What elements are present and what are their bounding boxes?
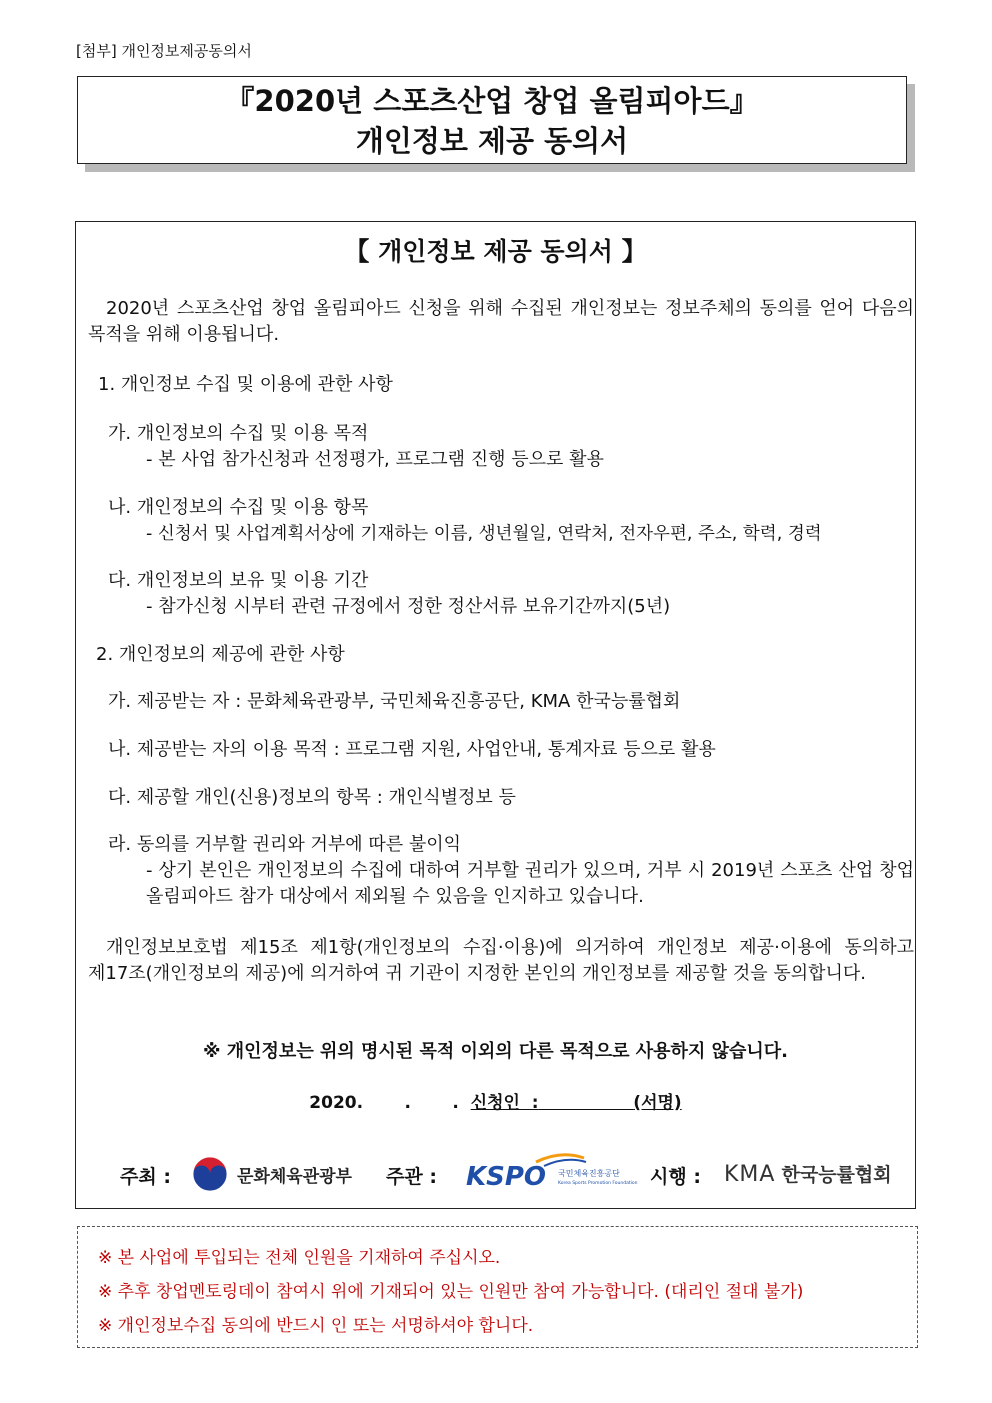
section2-item-d-detail: - 상기 본인은 개인정보의 수집에 대하여 거부할 권리가 있으며, 거부 시 2019년 스포츠 산업 창업 올림피아드 참가 대상에서 제외될 수 있음을 인지하고 있습니다. (146, 860, 914, 907)
section1-item-b: 나. 개인정보의 수집 및 이용 항목 (108, 497, 369, 518)
applicant-field: 신청인 : (서명) (470, 1093, 682, 1113)
note-item: ※ 추후 창업멘토링데이 참여시 위에 기재되어 있는 인원만 참여 가능합니다. (대리인 절대 불가) (98, 1282, 804, 1302)
organizer-label: 주관 : (386, 1166, 437, 1188)
section1-title: 1. 개인정보 수집 및 이용에 관한 사항 (98, 374, 393, 395)
sponsor-row (76, 1152, 915, 1196)
attachment-label: [첨부] 개인정보제공동의서 (76, 42, 252, 60)
section1-item-a-detail: - 본 사업 참가신청과 선정평가, 프로그램 진행 등으로 활용 (146, 449, 604, 470)
organizer-name: 국민체육진흥공단 (558, 1169, 620, 1178)
kspo-logo (466, 1152, 638, 1194)
organizer-name-en: Korea Sports Promotion Foundation (558, 1181, 638, 1186)
section1-item-c-detail: - 참가신청 시부터 관련 규정에서 정한 정산서류 보유기간까지(5년) (146, 596, 671, 617)
section2-item-d: 라. 동의를 거부할 권리와 거부에 따른 불이익 (108, 834, 462, 855)
purpose-notice: ※ 개인정보는 위의 명시된 목적 이외의 다른 목적으로 사용하지 않습니다. (203, 1041, 788, 1062)
consent-paragraph: 개인정보보호법 제15조 제1항(개인정보의 수집·이용)에 의거하여 개인정보 제공·이용에 동의하고 제17조(개인정보의 제공)에 의거하여 귀 기관이 지정한 본인의 개인정보를 제공할 것을 동의합니다. (88, 937, 914, 984)
section1-item-c: 다. 개인정보의 보유 및 이용 기간 (108, 570, 369, 591)
executor-label: 시행 : (650, 1166, 701, 1188)
section2-item-a: 가. 제공받는 자 : 문화체육관광부, 국민체육진흥공단, KMA 한국능률협회 (108, 691, 681, 712)
consent-form (75, 221, 916, 1209)
organizer-logo-text: KSPO (466, 1162, 547, 1192)
signature-label: (서명) (633, 1093, 682, 1113)
title-line-2: 개인정보 제공 동의서 (355, 124, 629, 158)
date-field: 2020. . . (309, 1093, 459, 1113)
executor-logo-text: KMA (724, 1162, 776, 1187)
section2-item-c: 다. 제공할 개인(신용)정보의 항목 : 개인식별정보 등 (108, 787, 516, 808)
section2-title: 2. 개인정보의 제공에 관한 사항 (96, 644, 345, 665)
section1-item-a: 가. 개인정보의 수집 및 이용 목적 (108, 423, 369, 444)
intro-paragraph: 2020년 스포츠산업 창업 올림피아드 신청을 위해 수집된 개인정보는 정보주체의 동의를 얻어 다음의 목적을 위해 이용됩니다. (88, 298, 914, 345)
section1-item-b-detail: - 신청서 및 사업계획서상에 기재하는 이름, 생년월일, 연락처, 전자우편, 주소, 학력, 경력 (146, 524, 822, 544)
date-signature-line (76, 1088, 915, 1113)
host-name: 문화체육관광부 (237, 1166, 352, 1187)
kma-logo (724, 1160, 892, 1187)
host-logo (191, 1155, 352, 1193)
section2-item-b: 나. 제공받는 자의 이용 목적 : 프로그램 지원, 사업안내, 통계자료 등으로 활용 (108, 739, 716, 760)
host-label: 주최 : (120, 1166, 171, 1188)
form-heading: 【 개인정보 제공 동의서 】 (344, 237, 647, 266)
title-line-1: 『2020년 스포츠산업 창업 올림피아드』 (225, 84, 759, 118)
note-item: ※ 개인정보수집 동의에 반드시 인 또는 서명하셔야 합니다. (98, 1316, 534, 1336)
notes-box (77, 1226, 918, 1348)
executor-name: 한국능률협회 (781, 1164, 892, 1186)
taegeuk-icon (191, 1155, 229, 1193)
note-item: ※ 본 사업에 투입되는 전체 인원을 기재하여 주십시오. (98, 1248, 501, 1268)
title-box (77, 76, 907, 164)
